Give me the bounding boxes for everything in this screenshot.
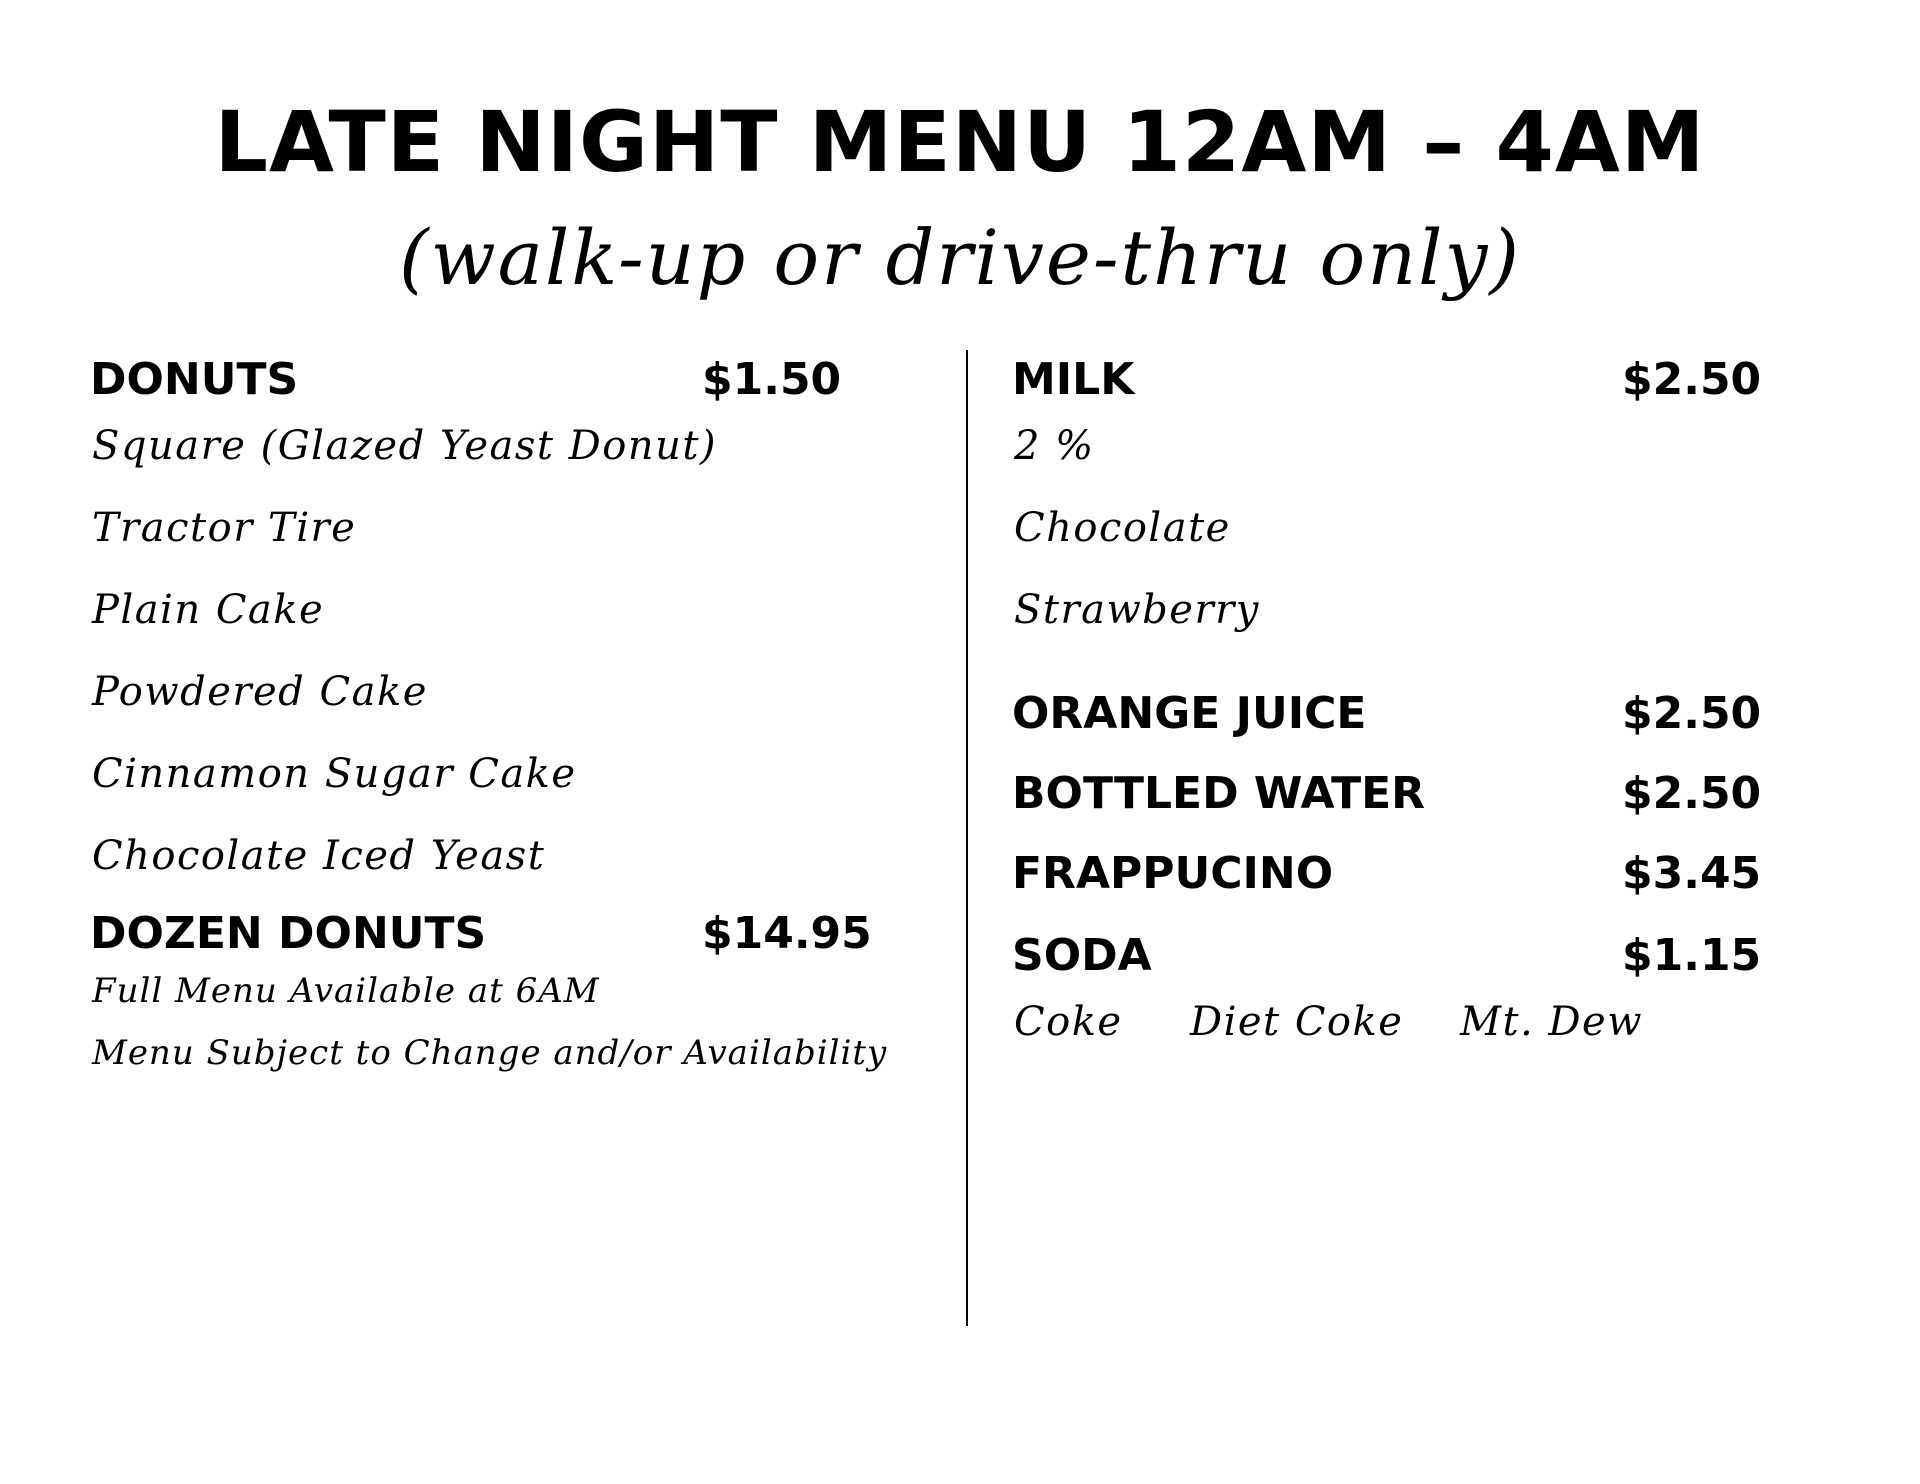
menu-note: Menu Subject to Change and/or Availability xyxy=(92,1033,888,1073)
dozen-donuts-heading: DOZEN DONUTS xyxy=(90,908,487,959)
column-divider xyxy=(966,350,968,1326)
milk-item: 2 % xyxy=(1014,423,1095,469)
orange-juice-heading: ORANGE JUICE xyxy=(1012,688,1367,739)
soda-flavor: Mt. Dew xyxy=(1460,999,1643,1045)
soda-flavor: Coke xyxy=(1014,999,1123,1045)
donuts-price: $1.50 xyxy=(702,354,842,405)
milk-price: $2.50 xyxy=(1622,354,1762,405)
milk-heading: MILK xyxy=(1012,354,1135,405)
menu-title: LATE NIGHT MENU 12AM – 4AM xyxy=(214,93,1706,191)
orange-juice-price: $2.50 xyxy=(1622,688,1762,739)
dozen-donuts-price: $14.95 xyxy=(702,908,872,959)
bottled-water-heading: BOTTLED WATER xyxy=(1012,768,1426,819)
donuts-heading: DONUTS xyxy=(90,354,299,405)
donut-item: Chocolate Iced Yeast xyxy=(92,833,546,879)
soda-price: $1.15 xyxy=(1622,930,1762,981)
bottled-water-price: $2.50 xyxy=(1622,768,1762,819)
donut-item: Plain Cake xyxy=(92,587,325,633)
frappucino-heading: FRAPPUCINO xyxy=(1012,848,1334,899)
milk-item: Chocolate xyxy=(1014,505,1231,551)
donut-item: Powdered Cake xyxy=(92,669,428,715)
donut-item: Square (Glazed Yeast Donut) xyxy=(92,423,718,469)
menu-note: Full Menu Available at 6AM xyxy=(92,971,600,1011)
frappucino-price: $3.45 xyxy=(1622,848,1762,899)
donut-item: Cinnamon Sugar Cake xyxy=(92,751,577,797)
soda-flavor: Diet Coke xyxy=(1190,999,1404,1045)
soda-heading: SODA xyxy=(1012,930,1152,981)
milk-item: Strawberry xyxy=(1014,587,1260,633)
menu-subtitle: (walk-up or drive-thru only) xyxy=(398,213,1522,302)
donut-item: Tractor Tire xyxy=(92,505,357,551)
